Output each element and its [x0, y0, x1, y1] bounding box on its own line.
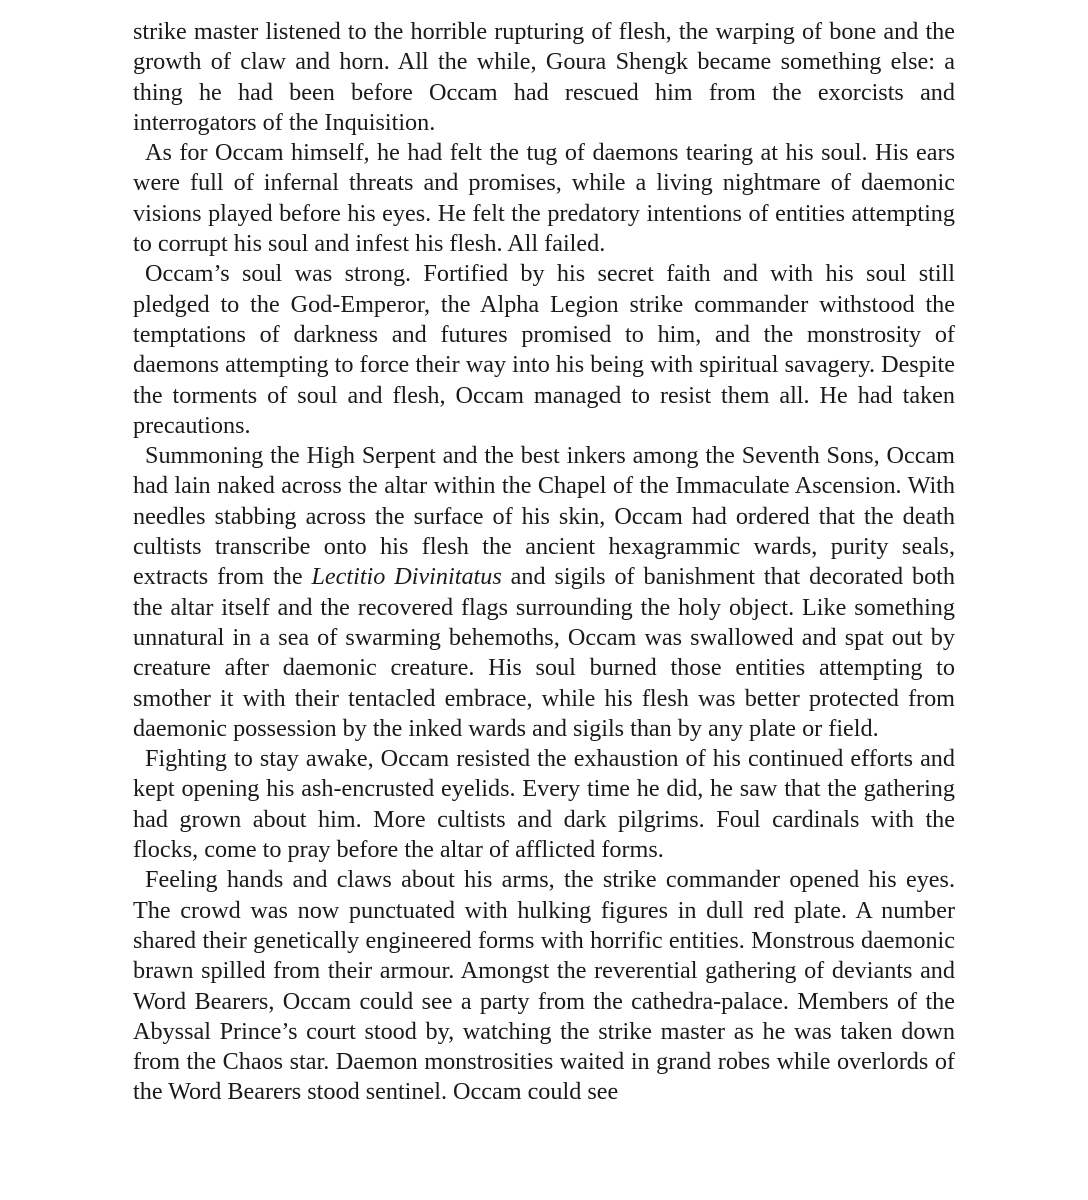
paragraph-1: strike master listened to the horrible rupturing of flesh, the warping of bone and the growth of claw and horn. All the while, Goura Shengk became something else: a thing he had been before Occam had rescued him from the exorcists and interrogators of the Inquisition.: [133, 18, 955, 136]
paragraph-5: Fighting to stay awake, Occam resisted the exhaustion of his continued efforts and kept opening his ash-encrusted eyelids. Every time he did, he saw that the gathering had grown about him. More cultists and dark pilgrims. Foul cardinals with the flocks, come to pray before the altar of afflicted forms.: [133, 745, 955, 864]
paragraph-4-after: and sigils of banishment that decorated both the altar itself and the recovered flags surrounding the holy object. Like something unnatural in a sea of swarming behemoths, Occam was swallowed and spat out by creature after daemonic creature. His soul burned those entities attempting to smother it with their tentacled embrace, while his flesh was better protected from daemonic possession by the inked wards and sigils than by any plate or field.: [133, 563, 955, 742]
paragraph-6: Feeling hands and claws about his arms, the strike commander opened his eyes. The crowd was now punctuated with hulking figures in dull red plate. A number shared their genetically engineered forms with horrific entities. Monstrous daemonic brawn spilled from their armour. Amongst the reverential gathering of deviants and Word Bearers, Occam could see a party from the cathedra-palace. Members of the Abyssal Prince’s court stood by, watching the strike master as he was taken down from the Chaos star. Daemon monstrosities waited in grand robes while overlords of the Word Bearers stood sentinel. Occam could see: [133, 866, 955, 1106]
paragraph-3: Occam’s soul was strong. Fortified by his secret faith and with his soul still pledged to the God-Emperor, the Alpha Legion strike commander withstood the temptations of darkness and futures promised to him, and the monstrosity of daemons attempting to force their way into his being with spiritual savagery. Despite the torments of soul and flesh, Occam managed to resist them all. He had taken precautions.: [133, 260, 955, 439]
book-title-italic: Lectitio Divinitatus: [311, 563, 502, 591]
paragraph-4-before: Summoning the High Serpent and the best inkers among the Seventh Sons, Occam had lain naked across the altar within the Chapel of the Immaculate Ascension. With needles stabbing across the surface of his skin, Occam had ordered that the death cultists transcribe onto his flesh the ancient hexagrammic wards, purity seals, extracts from the: [133, 442, 955, 591]
book-page-text: [133, 17, 955, 1108]
paragraph-2: As for Occam himself, he had felt the tug of daemons tearing at his soul. His ears were full of infernal threats and promises, while a living nightmare of daemonic visions played before his eyes. He felt the predatory intentions of entities attempting to corrupt his soul and infest his flesh. All failed.: [133, 139, 955, 258]
paragraph-4: [133, 441, 955, 744]
